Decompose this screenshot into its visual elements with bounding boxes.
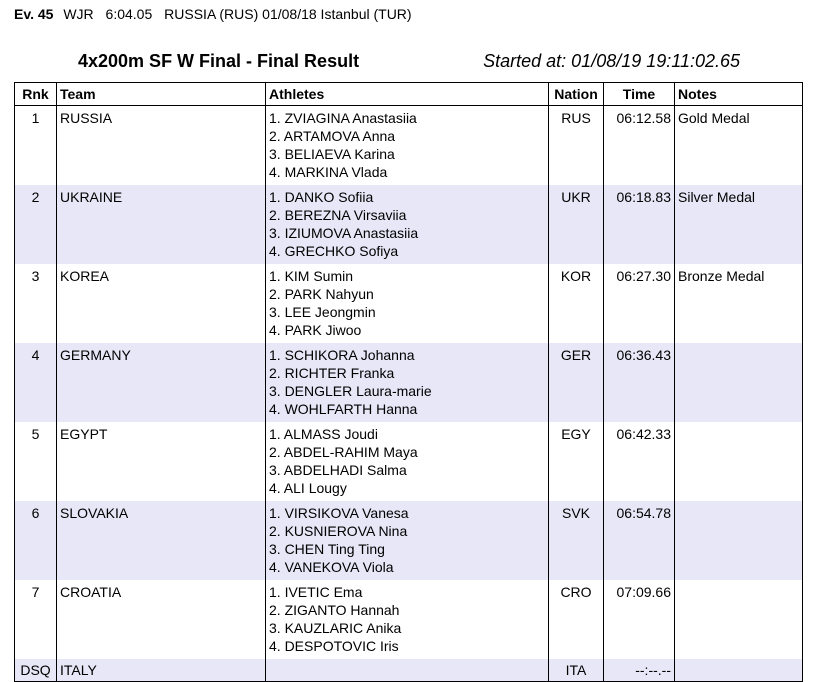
table-row [15, 659, 803, 682]
rank-cell: DSQ [15, 659, 57, 682]
nation-cell: ITA [549, 659, 604, 682]
time-cell: 06:12.58 [604, 106, 675, 186]
nation-cell: CRO [549, 580, 604, 659]
table-header-row [15, 83, 803, 106]
time-cell: 06:36.43 [604, 343, 675, 422]
nation-cell: RUS [549, 106, 604, 186]
time-cell: 06:27.30 [604, 264, 675, 343]
column-header-nation: Nation [549, 83, 604, 106]
time-cell: --:--.-- [604, 659, 675, 682]
athlete-name: 4. MARKINA Vlada [269, 164, 388, 180]
athletes-cell [266, 422, 549, 501]
title-line [78, 51, 740, 73]
notes-cell: Silver Medal [675, 185, 803, 264]
athlete-name: 2. ABDEL-RAHIM Maya [269, 444, 418, 460]
athletes-cell [266, 185, 549, 264]
athlete-name: 1. DANKO Sofiia [269, 189, 374, 205]
athletes-cell [266, 659, 549, 682]
team-cell: RUSSIA [57, 106, 266, 186]
notes-cell [675, 501, 803, 580]
rank-cell: 1 [15, 106, 57, 186]
record-code: WJR [63, 6, 94, 22]
athlete-name: 1. KIM Sumin [269, 268, 354, 284]
athletes-cell [266, 343, 549, 422]
record-details: RUSSIA (RUS) 01/08/18 Istanbul (TUR) [164, 6, 412, 22]
column-header-athletes: Athletes [266, 83, 549, 106]
record-time: 6:04.05 [105, 6, 153, 22]
table-row [15, 422, 803, 501]
table-row [15, 343, 803, 422]
athlete-name: 1. VIRSIKOVA Vanesa [269, 505, 409, 521]
athlete-name: 3. DENGLER Laura-marie [269, 383, 432, 399]
athlete-name: 4. ALI Lougy [269, 480, 347, 496]
team-cell: UKRAINE [57, 185, 266, 264]
time-cell: 06:18.83 [604, 185, 675, 264]
athlete-name: 4. WOHLFARTH Hanna [269, 401, 418, 417]
nation-cell: SVK [549, 501, 604, 580]
page-title: 4x200m SF W Final - Final Result [78, 51, 360, 71]
athlete-name: 4. GRECHKO Sofiya [269, 243, 399, 259]
column-header-notes: Notes [675, 83, 803, 106]
team-cell: SLOVAKIA [57, 501, 266, 580]
table-row [15, 185, 803, 264]
table-row [15, 501, 803, 580]
team-cell: EGYPT [57, 422, 266, 501]
athlete-name: 2. PARK Nahyun [269, 286, 374, 302]
rank-cell: 2 [15, 185, 57, 264]
notes-cell [675, 343, 803, 422]
table-row [15, 264, 803, 343]
notes-cell: Bronze Medal [675, 264, 803, 343]
athlete-name: 3. LEE Jeongmin [269, 304, 376, 320]
rank-cell: 7 [15, 580, 57, 659]
athlete-name: 4. DESPOTOVIC Iris [269, 638, 399, 654]
start-time: Started at: 01/08/19 19:11:02.65 [483, 51, 740, 71]
time-cell: 06:42.33 [604, 422, 675, 501]
notes-cell: Gold Medal [675, 106, 803, 186]
athlete-name: 2. KUSNIEROVA Nina [269, 523, 408, 539]
nation-cell: KOR [549, 264, 604, 343]
athlete-name: 2. ARTAMOVA Anna [269, 128, 396, 144]
athlete-name: 4. PARK Jiwoo [269, 322, 362, 338]
column-header-rnk: Rnk [15, 83, 57, 106]
athletes-cell [266, 264, 549, 343]
rank-cell: 3 [15, 264, 57, 343]
notes-cell [675, 659, 803, 682]
athlete-name: 3. BELIAEVA Karina [269, 146, 395, 162]
nation-cell: GER [549, 343, 604, 422]
notes-cell [675, 580, 803, 659]
team-cell: GERMANY [57, 343, 266, 422]
column-header-team: Team [57, 83, 266, 106]
athlete-name: 2. BEREZNA Virsaviia [269, 207, 407, 223]
athlete-name: 1. SCHIKORA Johanna [269, 347, 415, 363]
athlete-name: 4. VANEKOVA Viola [269, 559, 394, 575]
athlete-name: 3. CHEN Ting Ting [269, 541, 385, 557]
athlete-name: 1. IVETIC Ema [269, 584, 363, 600]
column-header-time: Time [604, 83, 675, 106]
athlete-name: 1. ZVIAGINA Anastasiia [269, 110, 417, 126]
athlete-name: 2. ZIGANTO Hannah [269, 602, 400, 618]
nation-cell: UKR [549, 185, 604, 264]
results-table [14, 82, 803, 682]
team-cell: ITALY [57, 659, 266, 682]
notes-cell [675, 422, 803, 501]
event-info-line [14, 6, 412, 22]
athlete-name: 3. IZIUMOVA Anastasiia [269, 225, 419, 241]
team-cell: CROATIA [57, 580, 266, 659]
athletes-cell [266, 106, 549, 186]
event-number: Ev. 45 [14, 6, 54, 22]
team-cell: KOREA [57, 264, 266, 343]
table-row [15, 106, 803, 186]
rank-cell: 6 [15, 501, 57, 580]
nation-cell: EGY [549, 422, 604, 501]
athlete-name: 3. ABDELHADI Salma [269, 462, 407, 478]
rank-cell: 5 [15, 422, 57, 501]
rank-cell: 4 [15, 343, 57, 422]
athletes-cell [266, 501, 549, 580]
athlete-name: 2. RICHTER Franka [269, 365, 395, 381]
table-row [15, 580, 803, 659]
athlete-name: 1. ALMASS Joudi [269, 426, 378, 442]
athletes-cell [266, 580, 549, 659]
time-cell: 07:09.66 [604, 580, 675, 659]
athlete-name: 3. KAUZLARIC Anika [269, 620, 402, 636]
time-cell: 06:54.78 [604, 501, 675, 580]
